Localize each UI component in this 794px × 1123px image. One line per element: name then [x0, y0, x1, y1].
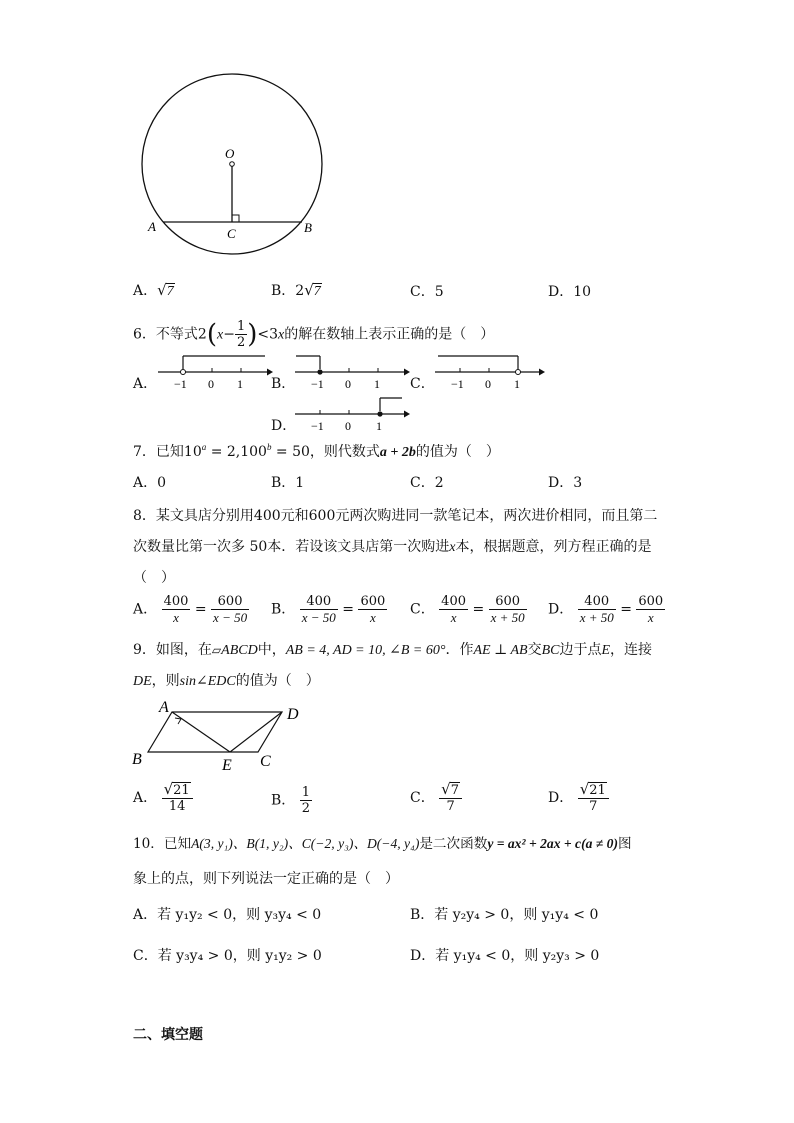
- label-d: D: [287, 706, 299, 723]
- q6-number-line-a[interactable]: [155, 350, 275, 392]
- q6-option-c-label[interactable]: C．: [410, 376, 435, 392]
- svg-text:−1: −1: [451, 377, 464, 391]
- q6-option-d-label[interactable]: D．: [271, 418, 297, 434]
- q8-option-a[interactable]: A． $\frac{400}{x}$ = $\frac{600}{x - 50}$: [133, 594, 248, 625]
- q10-option-d[interactable]: D．若 y₁y₄ < 0，则 y₂y₃ > 0: [410, 948, 600, 964]
- svg-text:0: 0: [345, 419, 351, 433]
- q9-stem-line1: 9．如图，在▱ABCD中，AB = 4, AD = 10, ∠B = 60°．作AE ⊥ AB交BC边于点E，连接: [133, 642, 653, 658]
- q10-option-b[interactable]: B．若 y₂y₄ > 0，则 y₁y₄ < 0: [410, 907, 599, 923]
- q7-option-d[interactable]: D．3: [548, 475, 583, 491]
- svg-text:1: 1: [237, 377, 243, 391]
- label-o: O: [225, 146, 235, 161]
- q5-circle-figure: [130, 60, 340, 270]
- label-a: A: [159, 699, 169, 716]
- q8-stem-line2: 次数量比第一次多 50本．若设该文具店第一次购进x本，根据题意，列方程正确的是: [133, 539, 652, 555]
- q7-option-a[interactable]: A．0: [133, 475, 167, 491]
- label-c: C: [227, 226, 236, 241]
- svg-text:0: 0: [208, 377, 214, 391]
- q9-stem-line2: DE，则sin∠EDC的值为（ ）: [133, 673, 320, 689]
- svg-text:0: 0: [485, 377, 491, 391]
- q10-option-c[interactable]: C．若 y₃y₄ > 0，则 y₁y₂ > 0: [133, 948, 322, 964]
- label-b: B: [304, 220, 312, 235]
- q6-number-line-d[interactable]: [292, 392, 412, 434]
- svg-text:−1: −1: [311, 377, 324, 391]
- q9-parallelogram-figure: [128, 696, 318, 776]
- svg-text:−1: −1: [311, 419, 324, 433]
- q7-option-b[interactable]: B．1: [271, 475, 305, 491]
- label-a: A: [148, 219, 156, 234]
- q5-option-b[interactable]: B．2√7: [271, 281, 321, 299]
- label-c: C: [260, 753, 271, 770]
- svg-text:1: 1: [514, 377, 520, 391]
- q8-option-b[interactable]: B． $\frac{400}{x - 50}$ = $\frac{600}{x}$: [271, 594, 386, 625]
- q9-option-a[interactable]: A． $\frac{√21}{14}$: [133, 782, 193, 814]
- q6-option-a-label[interactable]: A．: [133, 376, 158, 392]
- q9-option-d[interactable]: D． $\frac{√21}{7}$: [548, 782, 609, 814]
- q7-option-c[interactable]: C．2: [410, 475, 444, 491]
- q8-option-d[interactable]: D． $\frac{400}{x + 50}$ = $\frac{600}{x}$: [548, 594, 664, 625]
- q6-number-line-b[interactable]: [292, 350, 412, 392]
- section-title-fill-in: 二、填空题: [133, 1027, 203, 1043]
- q10-option-a[interactable]: A．若 y₁y₂ < 0，则 y₃y₄ < 0: [133, 907, 322, 923]
- q10-stem-line2: 象上的点，则下列说法一定正确的是（ ）: [133, 871, 399, 887]
- svg-text:1: 1: [376, 419, 382, 433]
- q9-option-c[interactable]: C． $\frac{√7}{7}$: [410, 782, 462, 814]
- label-b: B: [132, 751, 142, 768]
- svg-text:1: 1: [374, 377, 380, 391]
- q6-number-line-c[interactable]: [432, 350, 552, 392]
- q8-stem-line3: （ ）: [133, 570, 175, 586]
- q8-option-c[interactable]: C． $\frac{400}{x}$ = $\frac{600}{x + 50}$: [410, 594, 525, 625]
- q6-stem: 6．不等式2(x− $\frac{1}{2}$ )<3x的解在数轴上表示正确的是（ ）: [133, 319, 495, 350]
- svg-text:−1: −1: [174, 377, 187, 391]
- q6-option-b-label[interactable]: B．: [271, 376, 296, 392]
- svg-text:0: 0: [345, 377, 351, 391]
- label-e: E: [222, 757, 232, 774]
- q10-stem-line1: 10．已知A(3, y₁)、B(1, y₂)、C(−2, y₃)、D(−4, y₄)是二次函数y = ax² + 2ax + c(a ≠ 0)图: [133, 836, 632, 852]
- q9-option-b[interactable]: B． $\frac{1}{2}$: [271, 785, 311, 816]
- q8-stem-line1: 8．某文具店分别用400元和600元两次购进同一款笔记本，两次进价相同，而且第二: [133, 508, 658, 524]
- q5-option-d[interactable]: D．10: [548, 284, 592, 300]
- q7-stem: 7．已知$10^a = 2,100^b = 50$，则代数式a + 2b的值为（ ）: [133, 442, 500, 460]
- q5-option-c[interactable]: C．5: [410, 284, 444, 300]
- q5-option-a[interactable]: A．√7: [133, 281, 174, 299]
